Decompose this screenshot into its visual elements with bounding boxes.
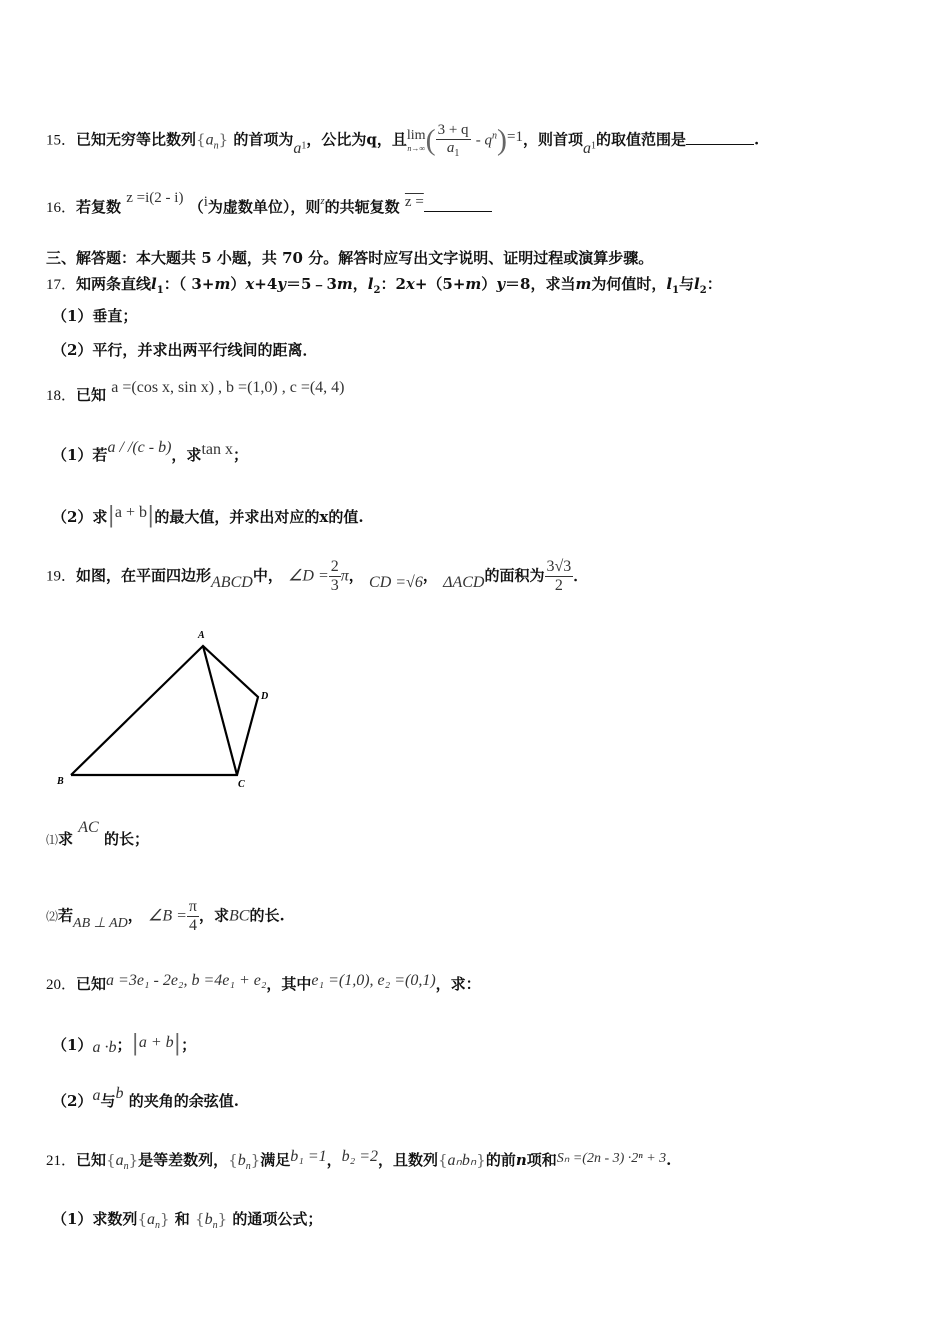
text: ； [116, 1036, 132, 1054]
numerator: 2 [330, 558, 339, 575]
text: ， [326, 1151, 342, 1169]
question-number: 16． [46, 200, 77, 216]
math: x [405, 275, 415, 293]
text: 若复数 [76, 198, 122, 216]
text: ； [232, 446, 248, 464]
part-number: ⑴ [46, 833, 59, 847]
text: 为虚数单位），则 [207, 198, 321, 216]
math: aₙbₙ [447, 1152, 477, 1169]
question-17: 17．知两条直线$l_1$：（ 3+m）x+4y＝5﹣3m，$l_2$：2x+（5+m）y＝8，求当m为何值时，$l_1$与$l_2$： [46, 275, 722, 296]
text: ） [230, 275, 246, 293]
text: . [666, 1151, 672, 1169]
math: y [277, 275, 287, 293]
text: ：2 [380, 275, 406, 293]
q19-part-1 [46, 819, 149, 849]
text: 为何值时， [591, 275, 667, 293]
text: 的长； [103, 830, 149, 848]
text: 的取值范围是 [596, 130, 687, 149]
math: n [515, 1151, 527, 1169]
lim-sub: n→∞ [407, 144, 426, 153]
math: tan x [201, 441, 233, 458]
text: ，其中 [266, 975, 312, 993]
text: ， [348, 566, 364, 585]
math: x [245, 275, 255, 293]
text: q [366, 130, 377, 149]
math: a [293, 139, 302, 157]
math: m [214, 275, 231, 293]
math: a / /(c - b) [107, 439, 172, 456]
math: b₁ =1 [290, 1148, 327, 1165]
text: 的前 [485, 1151, 516, 1169]
question-number: 19． [46, 568, 77, 585]
text: 的共轭复数 [324, 198, 400, 216]
text: ，且 [376, 130, 407, 149]
text: 的夹角的余弦值. [128, 1092, 239, 1110]
text: 求 [58, 830, 74, 848]
text: 已知 [76, 975, 107, 993]
text: 的通项公式； [232, 1210, 323, 1228]
math: ΔACD [443, 573, 485, 591]
question-19 [46, 558, 588, 595]
math: Sₙ =(2n - 3) ·2ⁿ + 3 [556, 1151, 667, 1166]
math: z [320, 195, 325, 207]
math: y [496, 275, 506, 293]
text: ， [422, 566, 438, 585]
question-20 [46, 973, 481, 994]
q18-part-2: （2）求|a + b|的最大值，并求出对应的x的值. [52, 503, 364, 528]
text: （2）求 [52, 508, 108, 526]
math: AB ⊥ AD [73, 915, 128, 931]
question-16 [46, 190, 492, 217]
lim-text: lim [406, 128, 426, 143]
math: m [465, 275, 482, 293]
numerator: 3√3 [546, 558, 572, 575]
text: ，求： [435, 975, 481, 993]
q19-part-2 [46, 898, 285, 935]
text: （1） [52, 1036, 93, 1054]
math: a ·b [92, 1039, 117, 1056]
math: π [340, 567, 349, 585]
text: 已知无穷等比数列 [76, 130, 197, 149]
math: b [115, 1085, 124, 1102]
math: a + b [114, 504, 147, 521]
math: l [151, 275, 157, 293]
text: （1）求数列 [52, 1210, 138, 1228]
label-d: D [261, 691, 269, 702]
math: =1 [507, 128, 523, 145]
answer-blank[interactable] [686, 130, 754, 145]
label-b: B [57, 776, 64, 787]
math: BC [229, 907, 250, 925]
math: - q [475, 132, 493, 149]
math: m [575, 275, 592, 293]
text: ，公比为 [306, 130, 367, 149]
math: a + b [138, 1034, 174, 1051]
text: ，求 [171, 446, 202, 464]
text: 的面积为 [484, 566, 545, 585]
label-c: C [238, 779, 245, 790]
math: a [115, 1152, 124, 1169]
numerator: 3 + q [437, 122, 469, 138]
text: 的值. [328, 508, 364, 526]
math: l [367, 275, 374, 293]
denominator: 3 [330, 577, 339, 594]
text: ． [573, 566, 589, 585]
q17-part-2: （2）平行，并求出两平行线间的距离． [52, 341, 318, 359]
text: . [754, 130, 760, 149]
text: +（5+ [414, 275, 466, 293]
math: a [205, 131, 214, 149]
text: ，求 [199, 906, 230, 925]
text: ：（ 3+ [163, 275, 215, 293]
text: 与 [100, 1092, 116, 1110]
math: AC [78, 819, 99, 836]
question-number: 20． [46, 977, 77, 993]
text: 与 [679, 275, 695, 293]
q21-part-1: （1）求数列$\{a_n\}$ 和 $\{b_n\}$ 的通项公式； [52, 1210, 323, 1231]
math: m [336, 275, 353, 293]
fraction: $\frac{3 + q}{a_1}$ [437, 122, 469, 159]
math: b₂ =2 [341, 1148, 378, 1165]
text: 中， [252, 566, 283, 585]
text: 和 [174, 1210, 190, 1228]
text: 已知 [76, 1151, 107, 1169]
text: ， [127, 906, 143, 925]
text: 的长. [249, 906, 285, 925]
math: ABCD [211, 573, 253, 591]
math: b [237, 1152, 246, 1169]
section-heading: 三、解答题：本大题共 5 小题，共 70 分。解答时应写出文字说明、证明过程或演算步骤。 [46, 249, 654, 267]
text: ＝8，求当 [505, 275, 576, 293]
question-number: 15． [46, 132, 77, 149]
question-number: 17． [46, 277, 77, 293]
math: CD =√6 [369, 573, 423, 591]
q20-part-1: （1）a ·b；|a + b|； [52, 1031, 197, 1056]
math: ∠D = [288, 567, 329, 585]
text: 的最大值，并求出对应的 [154, 508, 320, 526]
text: 如图，在平面四边形 [76, 566, 212, 585]
q17-part-1: （1）垂直； [52, 307, 138, 325]
text: （2） [52, 1092, 93, 1110]
denominator: 4 [188, 917, 197, 934]
text: 是等差数列， [138, 1151, 229, 1169]
text: ） [481, 275, 497, 293]
text: 满足 [260, 1151, 291, 1169]
math: i [203, 194, 208, 210]
answer-blank[interactable] [424, 197, 492, 212]
limit [407, 128, 426, 153]
part-number: ⑵ [46, 909, 59, 924]
text: ，则首项 [523, 130, 584, 149]
label-a: A [198, 630, 205, 641]
math: z =i(2 - i) [126, 190, 184, 206]
quadrilateral-figure [50, 625, 280, 795]
numerator: π [188, 898, 197, 915]
question-number: 21． [46, 1153, 77, 1169]
math: e₁ =(1,0), e₂ =(0,1) [311, 972, 436, 989]
text: 项和 [526, 1151, 557, 1169]
text: 已知 [76, 386, 107, 404]
text: ，且数列 [377, 1151, 438, 1169]
text: （1）若 [52, 446, 108, 464]
text: ＝5﹣3 [286, 275, 337, 293]
text: 的首项为 [233, 130, 294, 149]
text: 知两条直线 [76, 275, 152, 293]
text: 若 [58, 906, 74, 925]
text: x [319, 508, 329, 526]
math: a [92, 1087, 101, 1104]
text: +4 [254, 275, 278, 293]
question-21: 21．已知$\{a_n\}$是等差数列，$\{b_n\}$满足b₁ =1，b₂ =2，且数列{aₙbₙ}的前n项和Sₙ =(2n - 3) ·2ⁿ + 3. [46, 1148, 672, 1172]
math: a =3e₁ - 2e₂, b =4e₁ + e₂ [106, 972, 267, 989]
question-number: 18． [46, 388, 77, 404]
text: ； [181, 1036, 197, 1054]
math: z = [404, 194, 424, 210]
q18-part-1 [52, 439, 248, 465]
math: ∠B = [148, 907, 187, 925]
q20-part-2 [52, 1085, 239, 1111]
question-18 [46, 379, 345, 405]
denominator: 2 [554, 577, 563, 594]
denominator: a [446, 140, 455, 156]
text: ， [352, 275, 368, 293]
text: ： [706, 275, 722, 293]
text: （ [188, 198, 204, 216]
math: a =(cos x, sin x) , b =(1,0) , c =(4, 4) [111, 379, 345, 396]
question-15: 15．已知无穷等比数列$\{a_n\}$ 的首项为$a_1$，公比为q，且 lim n→∞ ( $\frac{3 + q}{a_1}$ - $q^n)=1$，则首项$a_1$的取值范围是 . [46, 122, 760, 159]
